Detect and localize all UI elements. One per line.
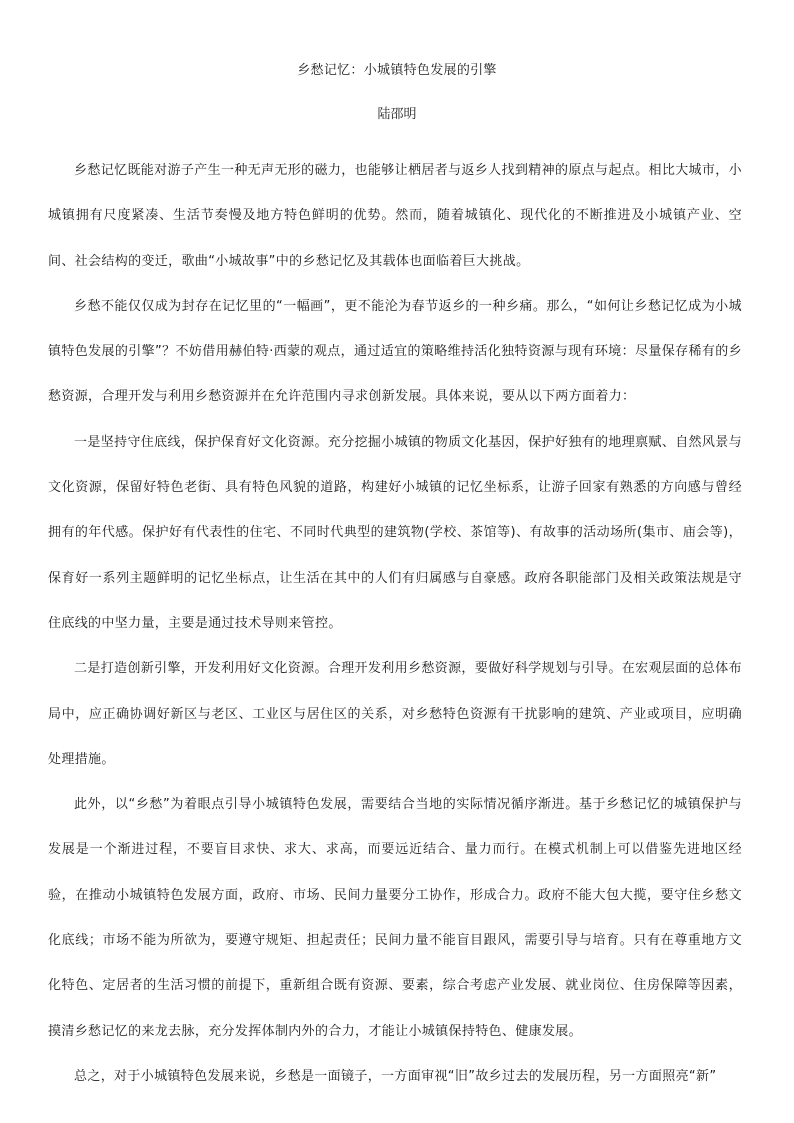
paragraph: 乡愁记忆既能对游子产生一种无声无形的磁力，也能够让栖居者与返乡人找到精神的原点与起点。相比大城市，小城镇拥有尺度紧凑、生活节奏慢及地方特色鲜明的优势。然而，随着城镇化、现代化的不断推进及小城镇产业、空间、社会结构的变迁，歌曲“小城故事”中的乡愁记忆及其载体也面临着巨大挑战。 [48,163,742,269]
paragraph: 总之，对于小城镇特色发展来说，乡愁是一面镜子，一方面审视“旧”故乡过去的发展历程，另一方面照亮“新” [74,1068,717,1084]
document-body [48,148,742,1099]
paragraph: 此外，以“乡愁”为着眼点引导小城镇特色发展，需要结合当地的实际情况循序渐进。基于乡愁记忆的城镇保护与发展是一个渐进过程，不要盲目求快、求大、求高，而要远近结合、量力而行。在模式机制上可以借鉴先进地区经验，在推动小城镇特色发展方面，政府、市场、民间力量要分工协作，形成合力。政府不能大包大揽，要守住乡愁文化底线；市场不能为所欲为，要遵守规矩、担起责任；民间力量不能盲目跟风，需要引导与培育。只有在尊重地方文化特色、定居者的生活习惯的前提下，重新组合既有资源、要素，综合考虑产业发展、就业岗位、住房保障等因素，摸清乡愁记忆的来龙去脉，充分发挥体制内外的合力，才能让小城镇保持特色、健康发展。 [48,797,742,1039]
document-author: 陆邵明 [377,107,417,122]
paragraph: 二是打造创新引擎，开发利用好文化资源。合理开发利用乡愁资源，要做好科学规划与引导。在宏观层面的总体布局中，应正确协调好新区与老区、工业区与居住区的关系，对乡愁特色资源有干扰影响的建筑、产业或项目，应明确处理措施。 [48,661,742,767]
paragraph: 乡愁不能仅仅成为封存在记忆里的“一幅画”，更不能沦为春节返乡的一种乡痛。那么，“如何让乡愁记忆成为小城镇特色发展的引擎”？不妨借用赫伯特·西蒙的观点，通过适宜的策略维持活化独特资源与现有环境：尽量保存稀有的乡愁资源，合理开发与利用乡愁资源并在允许范围内寻求创新发展。具体来说，要从以下两方面着力： [48,298,742,405]
document-title: 乡愁记忆：小城镇特色发展的引擎 [297,63,497,78]
paragraph: 一是坚持守住底线，保护保育好文化资源。充分挖掘小城镇的物质文化基因，保护好独有的地理禀赋、自然风景与文化资源，保留好特色老街、具有特色风貌的道路，构建好小城镇的记忆坐标系，让游子回家有熟悉的方向感与曾经拥有的年代感。保护好有代表性的住宅、不同时代典型的建筑物(学校、茶馆等)、有故事的活动场所(集市、庙会等)，保育好一系列主题鲜明的记忆坐标点，让生活在其中的人们有归属感与自豪感。政府各职能部门及相关政策法规是守住底线的中坚力量，主要是通过技术导则来管控。 [48,434,742,631]
